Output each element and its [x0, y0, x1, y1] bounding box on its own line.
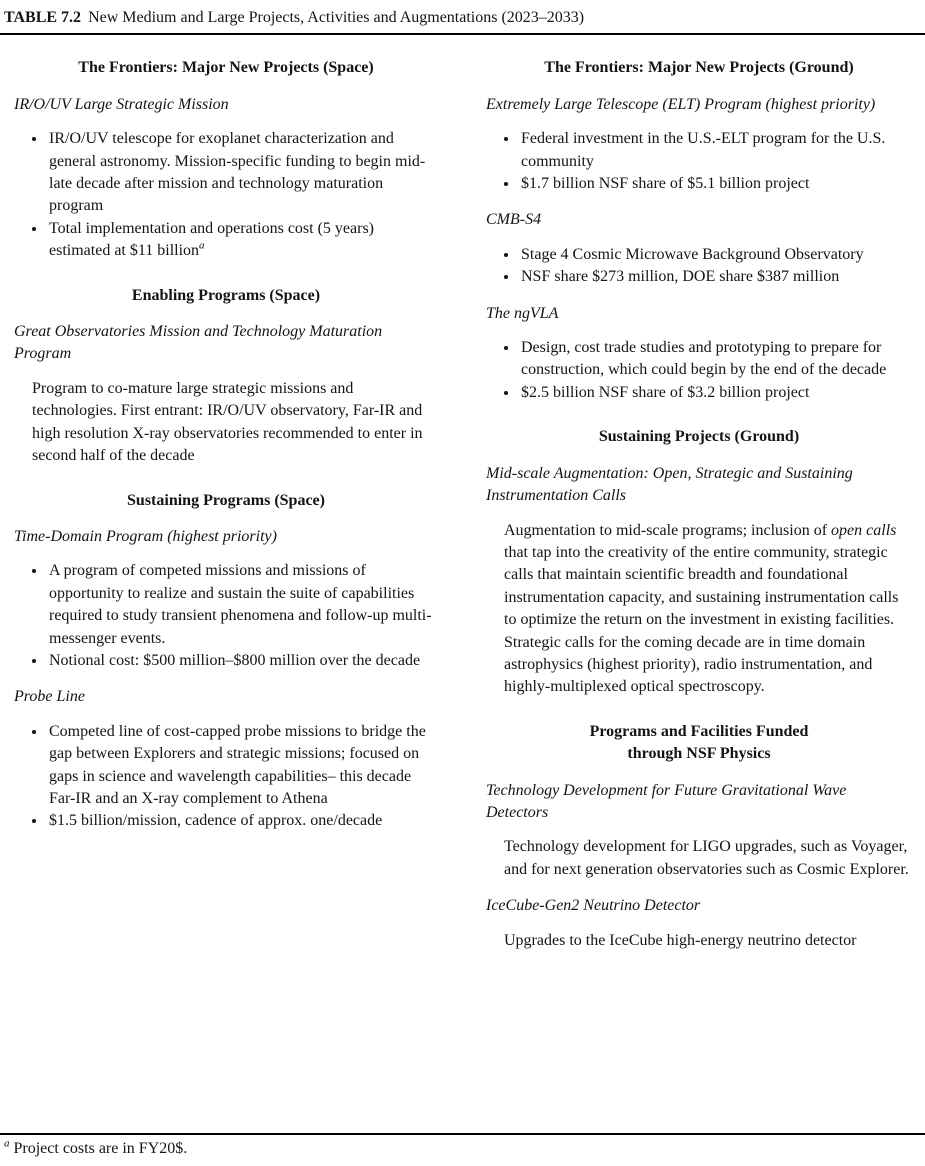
text-run: NSF share $273 million, DOE share $387 million	[521, 268, 840, 286]
text-run: Total implementation and operations cost (5 years) estimated at $11 billion	[49, 219, 375, 260]
bullet-item	[519, 128, 912, 173]
bullet-item	[47, 128, 438, 218]
section-heading	[14, 285, 438, 307]
bullet-item	[47, 721, 438, 811]
bullet-list	[486, 244, 912, 289]
text-run: that tap into the creativity of the entire community, strategic calls that maintain scientific breadth and foundational instrumentation capacity, and sustaining instrumentation calls to optimize the return on the investment in existing facilities. Strategic calls for the coming decade are in time domain astrophysics (highest priority), radio instrumentation, and highly-multiplexed optical spectroscopy.	[504, 543, 899, 696]
table-title: New Medium and Large Projects, Activities and Augmentations (2023–2033)	[88, 9, 585, 26]
text-run: $2.5 billion NSF share of $3.2 billion project	[521, 383, 810, 401]
column-right	[462, 35, 925, 952]
text-run: Upgrades to the IceCube high-energy neutrino detector	[504, 931, 857, 949]
section-heading-line: Sustaining Programs (Space)	[127, 491, 325, 509]
bullet-item	[519, 337, 912, 382]
text-run: $1.7 billion NSF share of $5.1 billion project	[521, 175, 810, 193]
footnote-text: Project costs are in FY20$.	[13, 1139, 188, 1157]
description-paragraph	[504, 836, 912, 881]
bullet-list	[486, 337, 912, 404]
text-run: Program to co-mature large strategic missions and technologies. First entrant: IR/O/UV observatory, Far-IR and high resolution X-ray observatories recommended to enter in second half of the decade	[32, 379, 423, 465]
bullet-item	[47, 218, 438, 263]
bullet-list	[14, 128, 438, 262]
section-heading-line: The Frontiers: Major New Projects (Space)	[78, 59, 374, 77]
text-run: Stage 4 Cosmic Microwave Background Observatory	[521, 245, 864, 263]
text-run: Design, cost trade studies and prototyping to prepare for construction, which could begin by the end of the decade	[521, 339, 887, 379]
bullet-item	[47, 650, 438, 672]
bullet-item	[519, 173, 912, 195]
item-title: The ngVLA	[486, 304, 559, 322]
item-title: Probe Line	[14, 688, 85, 706]
item-title: IR/O/UV Large Strategic Mission	[14, 95, 229, 113]
text-run: A program of competed missions and missions of opportunity to realize and sustain the suite of capabilities required to study transient phenomena and follow-up multi-messenger events.	[49, 562, 432, 647]
bullet-item	[47, 810, 438, 832]
section-heading-line: Programs and Facilities Funded	[589, 722, 809, 740]
section-heading	[14, 57, 438, 79]
text-run: Technology development for LIGO upgrades, such as Voyager, and for next generation observatories such as Cosmic Explorer.	[504, 838, 909, 878]
item-title: Extremely Large Telescope (ELT) Program (highest priority)	[486, 95, 876, 113]
description-paragraph	[504, 930, 912, 952]
description-paragraph	[504, 520, 912, 699]
item-title: Great Observatories Mission and Technology Maturation Program	[14, 323, 383, 363]
item-title: Technology Development for Future Gravitational Wave Detectors	[486, 781, 847, 821]
item-title: CMB-S4	[486, 211, 542, 229]
column-left	[0, 35, 462, 832]
table-header	[0, 0, 925, 35]
table-number: TABLE 7.2	[4, 9, 82, 26]
bullet-item	[519, 244, 912, 266]
section-heading-line: Sustaining Projects (Ground)	[598, 428, 800, 446]
item-title: IceCube-Gen2 Neutrino Detector	[486, 897, 701, 915]
section-heading	[486, 426, 912, 448]
section-heading-line: through NSF Physics	[627, 745, 771, 763]
text-run: Augmentation to mid-scale programs; inclusion of	[504, 521, 832, 539]
footnote-marker: a	[4, 1137, 10, 1150]
italic-run: open calls	[831, 521, 897, 539]
section-heading	[486, 57, 912, 79]
table-footnote	[0, 1133, 925, 1166]
text-run: Federal investment in the U.S.-ELT program for the U.S. community	[521, 130, 886, 170]
section-heading-line: The Frontiers: Major New Projects (Ground)	[544, 59, 854, 77]
section-heading	[14, 490, 438, 512]
description-paragraph	[32, 378, 438, 468]
footnote-reference: a	[199, 239, 205, 252]
item-title: Mid-scale Augmentation: Open, Strategic and Sustaining Instrumentation Calls	[486, 464, 853, 505]
bullet-list	[14, 721, 438, 833]
section-heading-line: Enabling Programs (Space)	[131, 286, 321, 304]
text-run: $1.5 billion/mission, cadence of approx. one/decade	[49, 812, 383, 830]
text-run: IR/O/UV telescope for exoplanet characterization and general astronomy. Mission-specific funding to begin mid-late decade after mission and technology maturation program	[49, 130, 426, 215]
table-body	[0, 35, 925, 952]
text-run: Competed line of cost-capped probe missions to bridge the gap between Explorers and strategic missions; focused on gaps in science and wavelength capabilities– this decade Far-IR and an X-ray complement to Athena	[49, 722, 426, 807]
bullet-list	[486, 128, 912, 195]
item-title: Time-Domain Program (highest priority)	[14, 527, 277, 545]
bullet-item	[47, 560, 438, 650]
bullet-item	[519, 266, 912, 288]
bullet-list	[14, 560, 438, 672]
section-heading	[486, 721, 912, 766]
bullet-item	[519, 382, 912, 404]
text-run: Notional cost: $500 million–$800 million over the decade	[49, 651, 421, 669]
